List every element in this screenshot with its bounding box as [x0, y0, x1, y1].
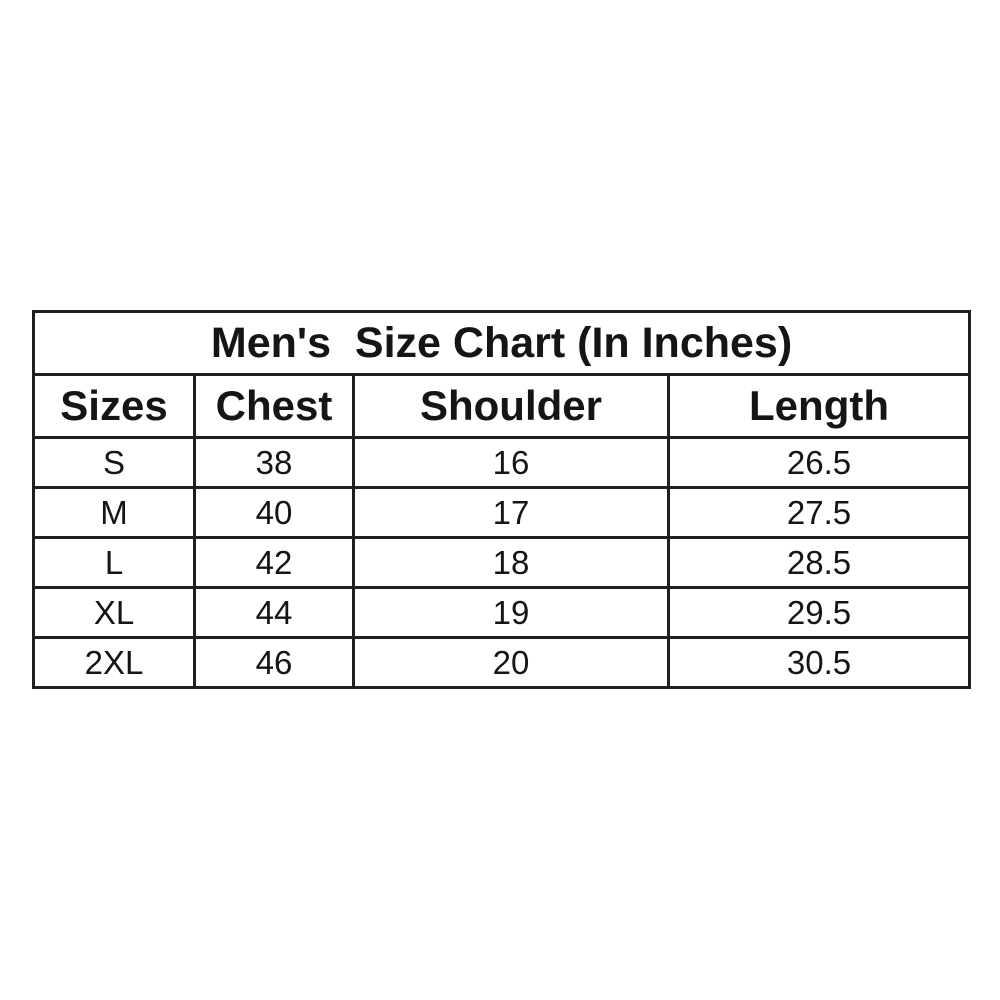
size-value: M	[34, 488, 195, 538]
chest-value: 46	[195, 638, 354, 688]
shoulder-value: 20	[354, 638, 669, 688]
length-value: 27.5	[669, 488, 970, 538]
size-value: L	[34, 538, 195, 588]
chest-value: 40	[195, 488, 354, 538]
table-title: Men's Size Chart (In Inches)	[34, 312, 970, 375]
length-value: 29.5	[669, 588, 970, 638]
title-row	[34, 312, 970, 375]
length-value: 30.5	[669, 638, 970, 688]
column-header-length: Length	[669, 375, 970, 438]
table-row	[34, 438, 970, 488]
size-value: S	[34, 438, 195, 488]
size-chart-table	[32, 310, 971, 689]
chest-value: 38	[195, 438, 354, 488]
chest-value: 42	[195, 538, 354, 588]
size-value: XL	[34, 588, 195, 638]
shoulder-value: 17	[354, 488, 669, 538]
column-header-sizes: Sizes	[34, 375, 195, 438]
table-row	[34, 538, 970, 588]
table-row	[34, 638, 970, 688]
size-chart-container	[32, 310, 971, 689]
shoulder-value: 16	[354, 438, 669, 488]
header-row	[34, 375, 970, 438]
chest-value: 44	[195, 588, 354, 638]
column-header-shoulder: Shoulder	[354, 375, 669, 438]
column-header-chest: Chest	[195, 375, 354, 438]
shoulder-value: 18	[354, 538, 669, 588]
size-value: 2XL	[34, 638, 195, 688]
length-value: 26.5	[669, 438, 970, 488]
shoulder-value: 19	[354, 588, 669, 638]
table-row	[34, 488, 970, 538]
length-value: 28.5	[669, 538, 970, 588]
table-row	[34, 588, 970, 638]
